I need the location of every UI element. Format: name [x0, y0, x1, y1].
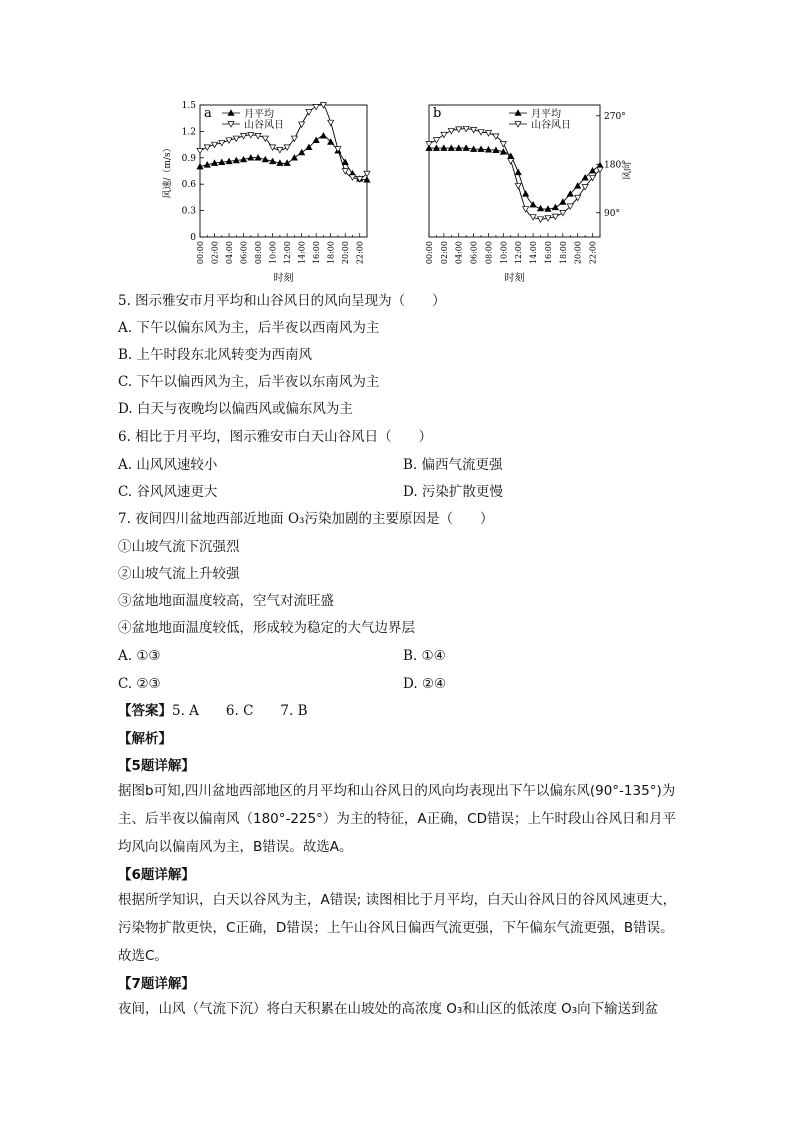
panel-label: a	[204, 106, 212, 121]
answer-text: 5. A 6. C 7. B	[172, 703, 308, 719]
x-tick-label: 08:00	[484, 241, 494, 265]
q7-statement-2: ②山坡气流上升较强	[118, 566, 240, 582]
chart-wind-direction	[415, 95, 645, 295]
x-axis-title: 时刻	[504, 273, 525, 284]
x-tick-label: 18:00	[558, 241, 568, 265]
series-line	[200, 136, 367, 180]
q6-option-d[interactable]: D. 污染扩散更慢	[403, 484, 503, 500]
data-point-valley-day	[291, 136, 297, 141]
plot-frame	[429, 105, 600, 237]
legend-label: 月平均	[531, 109, 561, 120]
detail-6-label: 【6题详解】	[118, 867, 195, 883]
answer-label: 【答案】	[118, 703, 172, 719]
data-point-monthly	[284, 160, 290, 165]
x-axis-title: 时刻	[273, 273, 294, 284]
data-point-valley-day	[284, 145, 290, 150]
data-point-valley-day	[582, 184, 588, 189]
data-point-valley-day	[508, 159, 514, 164]
x-tick-label: 22:00	[355, 241, 365, 265]
data-point-valley-day	[426, 141, 432, 146]
detail-7-label: 【7题详解】	[118, 976, 195, 992]
detail-6-text: 根据所学知识，白天以谷风为主，A错误; 读图相比于月平均，白天山谷风日的谷风风速更大，污染物扩散更快，C正确，D错误；上午山谷风日偏西气流更强，下午偏东气流更强，B错误。故选C。	[118, 892, 677, 964]
data-point-valley-day	[500, 141, 506, 146]
legend-label: 山谷风日	[531, 120, 571, 131]
q7-statement-4: ④盆地地面温度较低，形成较为稳定的大气边界层	[118, 620, 415, 636]
y-axis-title: 风速/（m/s）	[163, 143, 173, 199]
q7-statement-1: ①山坡气流下沉强烈	[118, 539, 240, 555]
data-point-valley-day	[342, 169, 348, 174]
series-line	[200, 104, 367, 179]
q6-option-b[interactable]: B. 偏西气流更强	[403, 457, 503, 473]
data-point-valley-day	[560, 210, 566, 215]
x-tick-label: 20:00	[341, 241, 351, 265]
x-tick-label: 10:00	[499, 241, 509, 265]
y-axis-title: 风向	[623, 161, 633, 181]
data-point-monthly	[523, 191, 529, 196]
data-point-valley-day	[530, 215, 536, 220]
x-tick-label: 00:00	[425, 241, 434, 265]
q6-option-a[interactable]: A. 山风风速较小	[118, 457, 218, 473]
data-point-monthly	[291, 155, 297, 160]
y-tick-label: 270°	[604, 111, 626, 122]
y-tick-label: 90°	[604, 208, 620, 219]
y-tick-label: 180°	[604, 160, 626, 171]
q6-stem: 6. 相比于月平均，图示雅安市白天山谷风日（ ）	[118, 429, 433, 445]
data-point-valley-day	[493, 134, 499, 139]
q5-option-b[interactable]: B. 上午时段东北风转变为西南风	[118, 347, 313, 363]
data-point-monthly	[299, 150, 305, 155]
data-point-valley-day	[306, 110, 312, 115]
data-point-monthly	[552, 204, 558, 209]
x-tick-label: 02:00	[439, 241, 449, 265]
q5-option-d[interactable]: D. 白天与夜晚均以偏西风或偏东风为主	[118, 401, 353, 417]
data-point-valley-day	[204, 145, 210, 150]
x-tick-label: 04:00	[454, 241, 464, 265]
data-point-monthly	[320, 133, 326, 138]
data-point-valley-day	[277, 147, 283, 152]
x-tick-label: 10:00	[268, 241, 278, 265]
q7-option-a[interactable]: A. ①③	[118, 648, 161, 664]
data-point-valley-day	[313, 104, 319, 109]
answer-line	[118, 702, 308, 720]
x-tick-label: 06:00	[239, 241, 249, 265]
data-point-valley-day	[328, 120, 334, 125]
x-tick-label: 12:00	[283, 241, 293, 265]
x-tick-label: 00:00	[196, 241, 205, 265]
panel-label: b	[433, 106, 442, 121]
y-tick-label: 0	[190, 233, 196, 243]
x-tick-label: 04:00	[225, 241, 235, 265]
q5-option-c[interactable]: C. 下午以偏西风为主，后半夜以东南风为主	[118, 374, 380, 390]
chart-b-svg	[415, 95, 645, 295]
data-point-valley-day	[299, 122, 305, 127]
x-tick-label: 12:00	[514, 241, 524, 265]
x-tick-label: 06:00	[469, 241, 479, 265]
q6-option-c[interactable]: C. 谷风风速更大	[118, 484, 218, 500]
analysis-label: 【解析】	[118, 731, 172, 747]
x-tick-label: 18:00	[326, 241, 336, 265]
chart-wind-speed	[160, 95, 375, 295]
chart-a-svg	[160, 95, 375, 295]
q7-stem: 7. 夜间四川盆地西部近地面 O₃污染加剧的主要原因是（ ）	[118, 511, 494, 527]
data-point-valley-day	[515, 183, 521, 188]
data-point-valley-day	[270, 145, 276, 150]
data-point-valley-day	[349, 175, 355, 180]
q7-option-c[interactable]: C. ②③	[118, 676, 161, 692]
x-tick-label: 14:00	[297, 241, 307, 265]
q7-statement-3: ③盆地地面温度较高，空气对流旺盛	[118, 593, 334, 609]
x-tick-label: 14:00	[529, 241, 539, 265]
legend-label: 月平均	[244, 109, 274, 120]
series-line	[429, 129, 600, 220]
y-tick-label: 1.2	[181, 127, 196, 138]
q5-stem: 5. 图示雅安市月平均和山谷风日的风向呈现为（ ）	[118, 293, 446, 309]
detail-7-text: 夜间，山风（气流下沉）将白天积累在山坡处的高浓度 O₃和山区的低浓度 O₃向下输送到盆	[118, 1001, 659, 1017]
data-point-valley-day	[441, 132, 447, 137]
y-tick-label: 0.9	[181, 153, 196, 164]
data-point-monthly	[590, 168, 596, 173]
y-tick-label: 0.6	[181, 180, 196, 191]
x-tick-label: 16:00	[312, 241, 322, 265]
data-point-monthly	[342, 159, 348, 164]
data-point-valley-day	[433, 138, 439, 143]
data-point-monthly	[515, 169, 521, 174]
x-tick-label: 02:00	[210, 241, 220, 265]
y-tick-label: 1.5	[181, 101, 196, 111]
series-line	[429, 148, 600, 209]
detail-5-text: 据图b可知,四川盆地西部地区的月平均和山谷风日的风向均表现出下午以偏东风(90°-135°)为主、后半夜以偏南风（180°-225°）为主的特征，A正确，CD错误；上午时段山谷风日和月平均风向以偏南风为主，B错误。故选A。	[118, 783, 676, 855]
y-tick-label: 0.3	[181, 206, 196, 217]
x-tick-label: 16:00	[543, 241, 553, 265]
data-point-valley-day	[197, 148, 203, 153]
detail-5-label: 【5题详解】	[118, 758, 195, 774]
q5-option-a[interactable]: A. 下午以偏东风为主，后半夜以西南风为主	[118, 320, 380, 336]
x-tick-label: 08:00	[254, 241, 264, 265]
q7-option-d[interactable]: D. ②④	[403, 676, 447, 692]
legend-label: 山谷风日	[244, 120, 284, 131]
x-tick-label: 20:00	[573, 241, 583, 265]
data-point-valley-day	[523, 207, 529, 212]
x-tick-label: 22:00	[588, 241, 598, 265]
data-point-valley-day	[448, 128, 454, 133]
q7-option-b[interactable]: B. ①④	[403, 648, 446, 664]
